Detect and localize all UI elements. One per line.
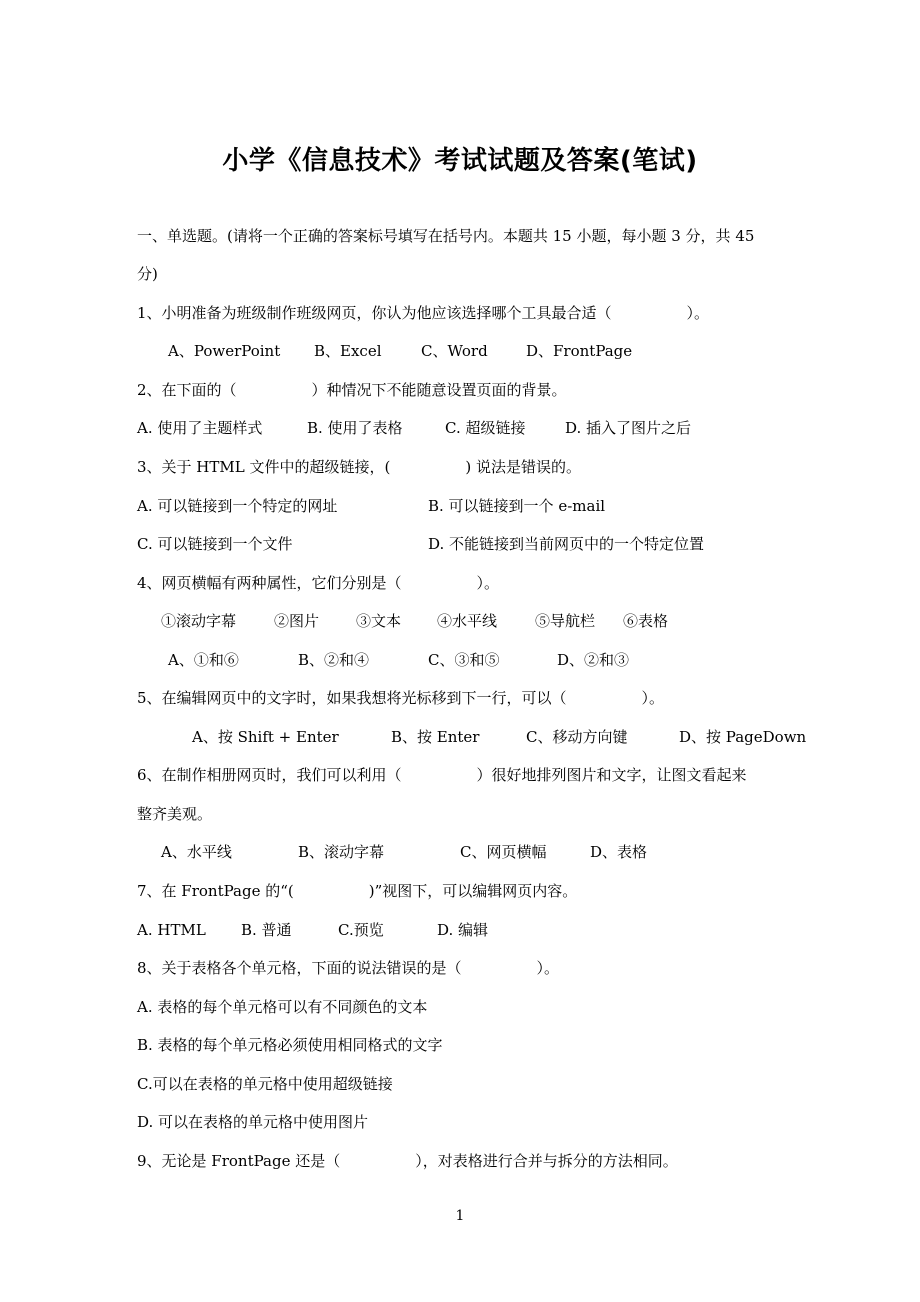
question-8-option-c: C.可以在表格的单元格中使用超级链接	[137, 1075, 393, 1093]
question-4-item-6: ⑥表格	[623, 612, 669, 630]
page-number: 1	[455, 1208, 465, 1224]
question-4-item-2: ②图片	[274, 612, 320, 630]
question-6-stem-line1: 6、在制作相册网页时，我们可以利用（ ）很好地排列图片和文字，让图文看起来	[137, 766, 747, 784]
question-3-option-c: C. 可以链接到一个文件	[137, 535, 293, 553]
question-4-item-4: ④水平线	[437, 612, 498, 630]
question-7-option-c: C.预览	[338, 921, 384, 939]
question-3-option-a: A. 可以链接到一个特定的网址	[137, 497, 338, 515]
question-6-option-c: C、网页横幅	[460, 843, 547, 861]
question-6-option-a: A、水平线	[161, 843, 232, 861]
question-4-stem: 4、网页横幅有两种属性，它们分别是（ ）。	[137, 574, 500, 592]
question-5-option-a: A、按 Shift + Enter	[192, 728, 339, 746]
question-6-option-b: B、滚动字幕	[298, 843, 385, 861]
question-3-option-b: B. 可以链接到一个 e-mail	[428, 497, 606, 515]
question-4-item-1: ①滚动字幕	[161, 612, 237, 630]
question-4-item-5: ⑤导航栏	[535, 612, 596, 630]
question-1-option-b: B、Excel	[314, 342, 382, 360]
question-2-option-a: A. 使用了主题样式	[137, 419, 263, 437]
document-title: 小学《信息技术》考试试题及答案(笔试)	[222, 146, 698, 176]
question-4-option-d: D、②和③	[557, 651, 630, 669]
question-5-option-c: C、移动方向键	[526, 728, 628, 746]
question-4-option-a: A、①和⑥	[168, 651, 239, 669]
question-2-option-c: C. 超级链接	[445, 419, 526, 437]
question-7-stem: 7、在 FrontPage 的“( )”视图下，可以编辑网页内容。	[137, 882, 578, 900]
question-2-stem: 2、在下面的（ ）种情况下不能随意设置页面的背景。	[137, 381, 567, 399]
section-heading-line2: 分)	[137, 265, 158, 283]
question-2-option-b: B. 使用了表格	[307, 419, 403, 437]
question-3-stem: 3、关于 HTML 文件中的超级链接，( ) 说法是错误的。	[137, 458, 581, 476]
question-7-option-b: B. 普通	[241, 921, 292, 939]
question-3-option-d: D. 不能链接到当前网页中的一个特定位置	[428, 535, 705, 553]
question-7-option-a: A. HTML	[137, 921, 206, 939]
question-5-option-d: D、按 PageDown	[679, 728, 807, 746]
question-9-stem: 9、无论是 FrontPage 还是（ ），对表格进行合并与拆分的方法相同。	[137, 1152, 678, 1170]
question-5-stem: 5、在编辑网页中的文字时，如果我想将光标移到下一行，可以（ ）。	[137, 689, 665, 707]
question-4-item-3: ③文本	[356, 612, 402, 630]
question-1-option-a: A、PowerPoint	[168, 342, 281, 360]
question-2-option-d: D. 插入了图片之后	[565, 419, 692, 437]
question-6-stem-line2: 整齐美观。	[137, 805, 213, 823]
question-1-option-c: C、Word	[421, 342, 488, 360]
question-8-option-d: D. 可以在表格的单元格中使用图片	[137, 1113, 369, 1131]
section-heading-line1: 一、单选题。(请将一个正确的答案标号填写在括号内。本题共 15 小题，每小题 3 分，共 45	[137, 227, 755, 245]
question-8-option-a: A. 表格的每个单元格可以有不同颜色的文本	[137, 998, 428, 1016]
question-5-option-b: B、按 Enter	[391, 728, 480, 746]
question-7-option-d: D. 编辑	[437, 921, 489, 939]
question-1-stem: 1、小明准备为班级制作班级网页，你认为他应该选择哪个工具最合适（ ）。	[137, 304, 710, 322]
question-1-option-d: D、FrontPage	[526, 342, 633, 360]
question-4-option-b: B、②和④	[298, 651, 370, 669]
question-8-stem: 8、关于表格各个单元格，下面的说法错误的是（ ）。	[137, 959, 560, 977]
question-6-option-d: D、表格	[590, 843, 648, 861]
question-8-option-b: B. 表格的每个单元格必须使用相同格式的文字	[137, 1036, 443, 1054]
question-4-option-c: C、③和⑤	[428, 651, 500, 669]
